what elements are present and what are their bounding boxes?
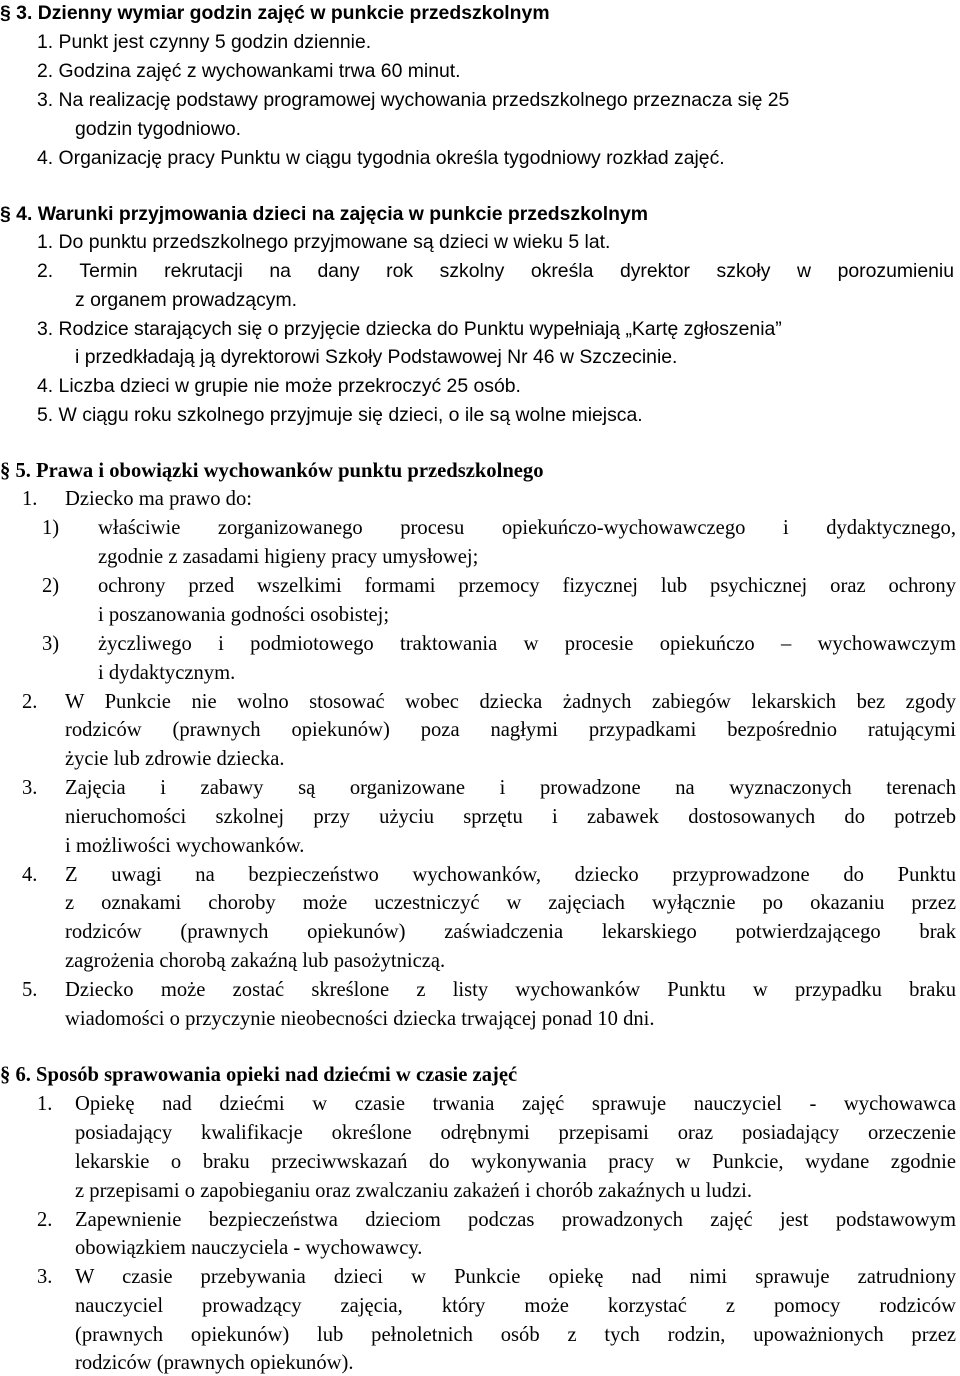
point-text: W czasie przebywania dzieci w Punkcie opiekę nad nimi sprawuje zatrudniony xyxy=(75,1266,956,1288)
point-text: Zajęcia i zabawy są organizowane i prowadzone na wyznaczonych terenach xyxy=(65,777,956,799)
point-number: 3. xyxy=(37,1266,53,1288)
point-text: (prawnych opiekunów) lub pełnoletnich osób z tych rodzin, upoważnionych przez xyxy=(75,1324,956,1346)
subpoint-number: 3) xyxy=(42,633,60,655)
point-text: Dziecko może zostać skreślone z listy wychowanków Punktu w przypadku braku xyxy=(65,979,956,1001)
section-4-title: § 4. Warunki przyjmowania dzieci na zajęcia w punkcie przedszkolnym xyxy=(0,203,648,225)
section-4-item-cont: z organem prowadzącym. xyxy=(75,289,298,311)
section-3-item: 2. Godzina zajęć z wychowankami trwa 60 minut. xyxy=(37,60,461,82)
point-text: posiadający kwalifikacje określone odrębnymi przepisami oraz posiadający orzeczenie xyxy=(75,1122,956,1144)
point-text: zagrożenia chorobą zakaźną lub pasożytniczą. xyxy=(65,950,446,972)
point-text: obowiązkiem nauczyciela - wychowawcy. xyxy=(75,1237,423,1259)
section-4-item: 3. Rodzice starających się o przyjęcie dziecka do Punktu wypełniają „Kartę zgłoszenia” xyxy=(37,318,782,340)
point-number: 1. xyxy=(22,488,38,510)
section-3-item: 4. Organizację pracy Punktu w ciągu tygodnia określa tygodniowy rozkład zajęć. xyxy=(37,147,725,169)
subpoint-text: właściwie zorganizowanego procesu opiekuńczo-wychowawczego i dydaktycznego, xyxy=(98,517,956,539)
point-text: z przepisami o zapobieganiu oraz zwalczaniu zakażeń i chorób zakaźnych u ludzi. xyxy=(75,1180,752,1202)
point-text: lekarskie o braku przeciwwskazań do wykonywania pracy w Punkcie, wydane zgodnie xyxy=(75,1151,956,1173)
point-text: nauczyciel prowadzący zajęcia, który może korzystać z pomocy rodziców xyxy=(75,1295,956,1317)
point-text: rodziców (prawnych opiekunów). xyxy=(75,1352,354,1374)
subpoint-text: zgodnie z zasadami higieny pracy umysłowej; xyxy=(98,546,479,568)
section-3-item: 1. Punkt jest czynny 5 godzin dziennie. xyxy=(37,31,372,53)
section-3-item: 3. Na realizację podstawy programowej wychowania przedszkolnego przeznacza się 25 xyxy=(37,89,790,111)
point-number: 3. xyxy=(22,777,38,799)
section-4-item: 4. Liczba dzieci w grupie nie może przekroczyć 25 osób. xyxy=(37,375,521,397)
point-text: Z uwagi na bezpieczeństwo wychowanków, dziecko przyprowadzone do Punktu xyxy=(65,864,956,886)
point-number: 2. xyxy=(37,1209,53,1231)
point-number: 4. xyxy=(22,864,38,886)
section-4-item: 1. Do punktu przedszkolnego przyjmowane są dzieci w wieku 5 lat. xyxy=(37,231,611,253)
point-text: Opiekę nad dziećmi w czasie trwania zajęć sprawuje nauczyciel - wychowawca xyxy=(75,1093,956,1115)
point-text: Zapewnienie bezpieczeństwa dzieciom podczas prowadzonych zajęć jest podstawowym xyxy=(75,1209,956,1231)
subpoint-text: ochrony przed wszelkimi formami przemocy fizycznej lub psychicznej oraz ochrony xyxy=(98,575,956,597)
subpoint-number: 1) xyxy=(42,517,60,539)
section-3-title: § 3. Dzienny wymiar godzin zajęć w punkcie przedszkolnym xyxy=(0,2,550,24)
point-text: rodziców (prawnych opiekunów) zaświadczenia lekarskiego potwierdzającego brak xyxy=(65,921,956,943)
subpoint-text: i dydaktycznym. xyxy=(98,662,236,684)
point-text: życie lub zdrowie dziecka. xyxy=(65,748,285,770)
point-number: 1. xyxy=(37,1093,53,1115)
point-text: Dziecko ma prawo do: xyxy=(65,488,252,510)
section-4-item-cont: i przedkładają ją dyrektorowi Szkoły Podstawowej Nr 46 w Szczecinie. xyxy=(75,346,678,368)
subpoint-text: życzliwego i podmiotowego traktowania w procesie opiekuńczo – wychowawczym xyxy=(98,633,956,655)
point-number: 5. xyxy=(22,979,38,1001)
point-text: i możliwości wychowanków. xyxy=(65,835,305,857)
section-6-title: § 6. Sposób sprawowania opieki nad dziećmi w czasie zajęć xyxy=(0,1064,518,1086)
point-text: z oznakami choroby może uczestniczyć w zajęciach wyłącznie po okazaniu przez xyxy=(65,892,956,914)
section-4-item: 2. Termin rekrutacji na dany rok szkolny określa dyrektor szkoły w porozumieniu xyxy=(37,260,954,282)
subpoint-number: 2) xyxy=(42,575,60,597)
section-5-title: § 5. Prawa i obowiązki wychowanków punktu przedszkolnego xyxy=(0,460,544,482)
point-text: nieruchomości szkolnej przy użyciu sprzętu i zabawek dostosowanych do potrzeb xyxy=(65,806,956,828)
subpoint-text: i poszanowania godności osobistej; xyxy=(98,604,390,626)
section-3-item-cont: godzin tygodniowo. xyxy=(75,118,242,140)
point-number: 2. xyxy=(22,691,38,713)
point-text: rodziców (prawnych opiekunów) poza nagłymi przypadkami bezpośrednio ratującymi xyxy=(65,719,956,741)
section-4-item: 5. W ciągu roku szkolnego przyjmuje się dzieci, o ile są wolne miejsca. xyxy=(37,404,643,426)
point-text: wiadomości o przyczynie nieobecności dziecka trwającej ponad 10 dni. xyxy=(65,1008,655,1030)
point-text: W Punkcie nie wolno stosować wobec dziecka żadnych zabiegów lekarskich bez zgody xyxy=(65,691,956,713)
